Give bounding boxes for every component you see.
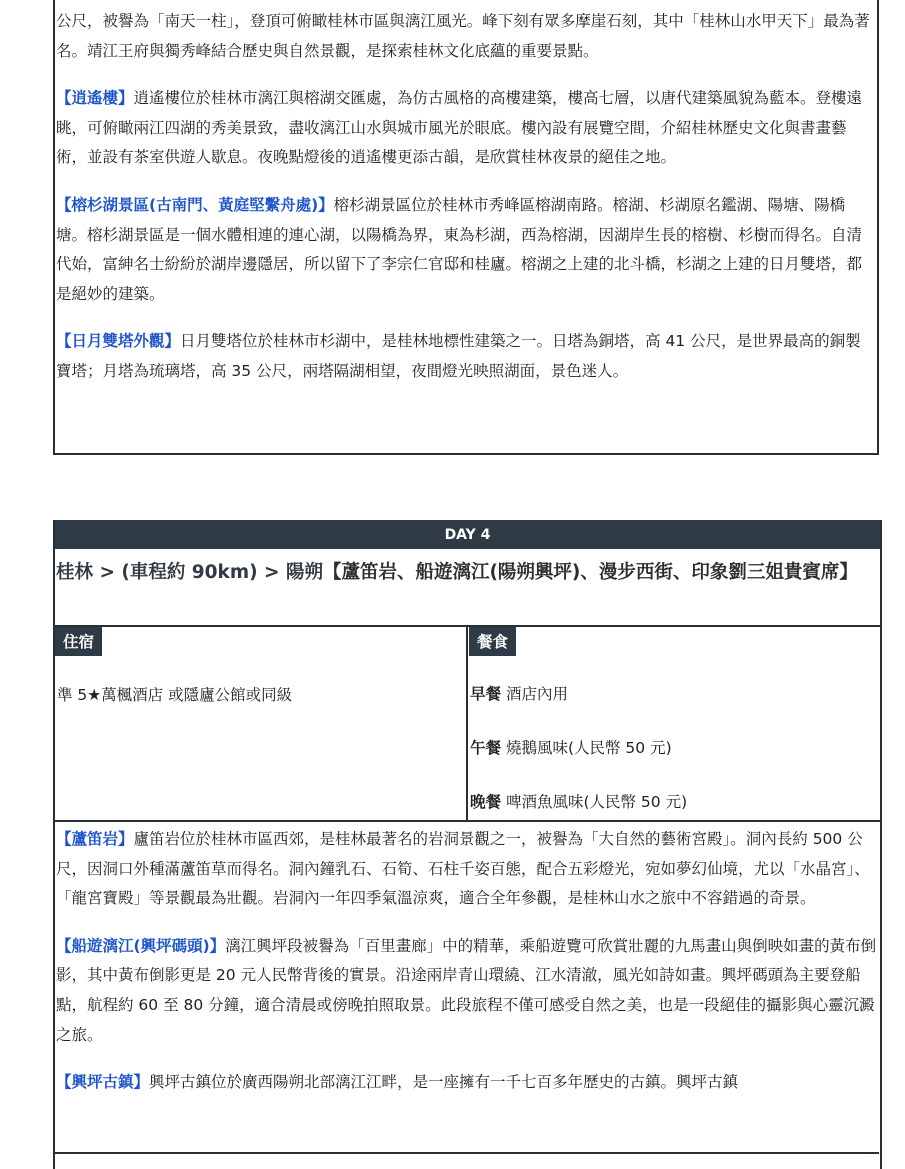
section-title: 【榕杉湖景區(古南門、黃庭堅繫舟處)】 <box>56 195 334 214</box>
route-highlight: 【蘆笛岩、船遊漓江(陽朔興坪)、漫步西街、印象劉三姐貴賓席】 <box>322 562 858 583</box>
section-li-river-cruise <box>56 932 878 1050</box>
section-title: 【逍遙樓】 <box>56 89 134 108</box>
stay-label: 住宿 <box>55 627 102 656</box>
meal-name: 早餐 <box>470 685 502 703</box>
section-text: 日月雙塔位於桂林市杉湖中，是桂林地標性建築之一。日塔為銅塔，高 41 公尺，是世界最高的銅製寶塔；月塔為琉璃塔，高 35 公尺，兩塔隔湖相望，夜間燈光映照湖面，景色迷人。 <box>56 332 861 380</box>
section-rongshan-lake <box>56 191 875 309</box>
intro-text: 公尺，被譽為「南天一柱」，登頂可俯瞰桂林市區與漓江風光。峰下刻有眾多摩崖石刻，其中「桂林山水甲天下」最為著名。靖江王府與獨秀峰結合歷史與自然景觀，是探索桂林文化底蘊的重要景點。 <box>56 12 870 60</box>
meals-label: 餐食 <box>469 627 516 656</box>
section-xiaoyao-tower <box>56 84 875 173</box>
day-header: DAY 4 <box>55 520 880 549</box>
intro-paragraph <box>56 7 875 66</box>
route-title <box>55 549 880 627</box>
section-title: 【興坪古鎮】 <box>56 1073 150 1092</box>
section-text: 逍遙樓位於桂林市漓江與榕湖交匯處，為仿古風格的高樓建築，樓高七層，以唐代建築風貌為藍本。登樓遠眺，可俯瞰兩江四湖的秀美景致，盡收漓江山水與城市風光於眼底。樓內設有展覽空間，介紹桂林歷史文化與書畫藝術，並設有茶室供遊人歇息。夜晚點燈後的逍遙樓更添古韻，是欣賞桂林夜景的絕佳之地。 <box>56 89 863 167</box>
previous-day-box <box>53 0 879 455</box>
meal-detail: 酒店內用 <box>505 685 568 703</box>
route-prefix: 桂林 > (車程約 90km) > 陽朔 <box>56 562 323 583</box>
section-reed-flute-cave <box>56 825 878 914</box>
section-title: 【日月雙塔外觀】 <box>56 332 181 351</box>
section-text: 漓江興坪段被譽為「百里畫廊」中的精華，乘船遊覽可欣賞壯麗的九馬畫山與倒映如畫的黃布倒影，其中黃布倒影更是 20 元人民幣背後的實景。沿途兩岸青山環繞、江水清澈，風光如詩如畫。興坪碼頭為主要登船點，航程約 60 至 80 分鐘，適合清晨或傍晚拍照取景。此段旅程不僅可感受自然之美，也是一段絕佳的攝影與心靈沉澱之旅。 <box>56 936 877 1044</box>
section-title: 【船遊漓江(興坪碼頭)】 <box>56 936 226 955</box>
section-sun-moon-pagodas <box>56 327 875 386</box>
stay-column <box>55 627 468 820</box>
bottom-rule <box>53 1152 879 1154</box>
meals-column <box>468 627 880 820</box>
meal-name: 午餐 <box>470 739 502 757</box>
info-table <box>55 627 880 822</box>
section-xingping-town <box>56 1068 878 1098</box>
section-text: 興坪古鎮位於廣西陽朔北部漓江江畔，是一座擁有一千七百多年歷史的古鎮。興坪古鎮 <box>149 1073 739 1092</box>
meal-lunch <box>470 736 880 790</box>
section-title: 【蘆笛岩】 <box>56 830 134 848</box>
section-text: 榕杉湖景區位於桂林市秀峰區榕湖南路。榕湖、杉湖原名鑑湖、陽塘、陽橋塘。榕杉湖景區是一個水體相連的連心湖，以陽橋為界，東為杉湖，西為榕湖，因湖岸生長的榕樹、杉樹而得名。自清代始，富紳名士紛紛於湖岸邊隱居，所以留下了李宗仁官邸和桂廬。榕湖之上建的北斗橋，杉湖之上建的日月雙塔，都是絕妙的建築。 <box>56 195 863 303</box>
meal-detail: 燒鵝風味(人民幣 50 元) <box>505 739 672 757</box>
meal-detail: 啤酒魚風味(人民幣 50 元) <box>505 793 688 811</box>
section-text: 廬笛岩位於桂林市區西郊，是桂林最著名的岩洞景觀之一，被譽為「大自然的藝術宮殿」。洞內長約 500 公尺，因洞口外種滿蘆笛草而得名。洞內鐘乳石、石筍、石柱千姿百態，配合五彩燈光，宛如夢幻仙境，尤以「水晶宮」、「龍宮寶殿」等景觀最為壯觀。岩洞內一年四季氣溫涼爽，適合全年參觀，是桂林山水之旅中不容錯過的奇景。 <box>56 830 870 908</box>
meal-breakfast <box>470 682 880 736</box>
day4-body <box>55 822 880 1098</box>
meal-name: 晚餐 <box>470 793 502 811</box>
hotel-name: 準 5★萬楓酒店 或隱廬公館或同級 <box>57 686 293 704</box>
day4-box <box>53 520 882 1169</box>
